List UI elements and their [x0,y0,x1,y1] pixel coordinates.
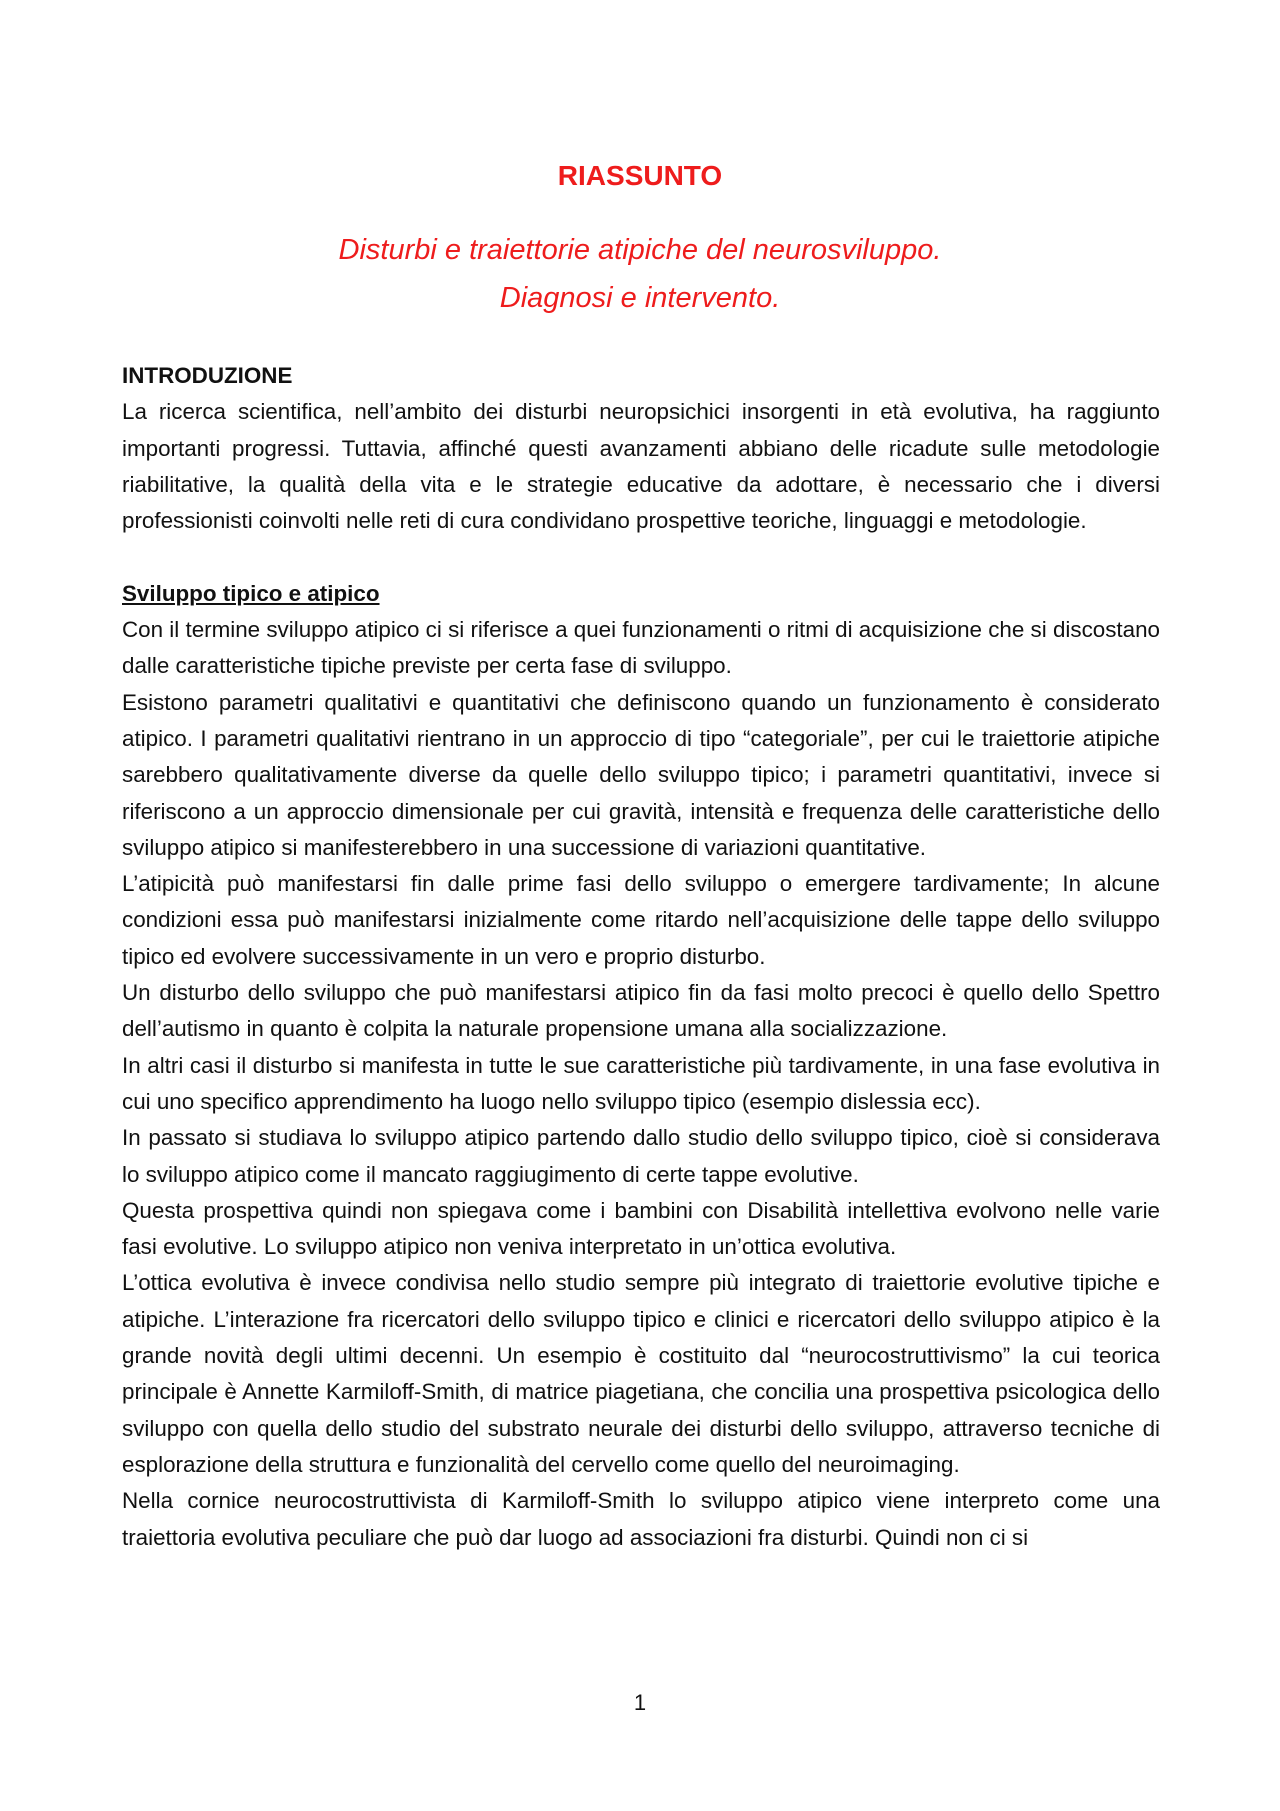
paragraph: Un disturbo dello sviluppo che può manifestarsi atipico fin da fasi molto precoci è quello dello Spettro dell’autismo in quanto è colpita la naturale propensione umana alla socializzazione. [122,980,1160,1042]
paragraph: Nella cornice neurocostruttivista di Karmiloff-Smith lo sviluppo atipico viene interpreto come una traiettoria evolutiva peculiare che può dar luogo ad associazioni fra disturbi. Quindi non ci si [122,1488,1160,1550]
paragraph: L’ottica evolutiva è invece condivisa nello studio sempre più integrato di traiettorie evolutive tipiche e atipiche. L’interazione fra ricercatori dello sviluppo tipico e clinici e ricercatori dello sviluppo atipico è la grande novità degli ultimi decenni. Un esempio è costituito dal “neurocostruttivismo” la cui teorica principale è Annette Karmiloff-Smith, di matrice piagetiana, che concilia una prospettiva psicologica dello sviluppo con quella dello studio del substrato neurale dei disturbi dello sviluppo, attraverso tecniche di esplorazione della struttura e funzionalità del cervello come quello del neuroimaging. [122,1270,1160,1477]
paragraph-spacer [122,539,1160,575]
intro-heading: INTRODUZIONE [122,363,293,388]
section-heading: Sviluppo tipico e atipico [122,580,380,606]
paragraph: Esistono parametri qualitativi e quantitativi che definiscono quando un funzionamento è considerato atipico. I parametri qualitativi rientrano in un approccio di tipo “categoriale”, per cui le traiettorie atipiche sarebbero qualitativamente diverse da quelle dello sviluppo tipico; i parametri quantitativi, invece si riferiscono a un approccio dimensionale per cui gravità, intensità e frequenza delle caratteristiche dello sviluppo atipico si manifesterebbero in una successione di variazioni quantitative. [122,689,1160,860]
paragraph: In altri casi il disturbo si manifesta in tutte le sue caratteristiche più tardivamente, in una fase evolutiva in cui uno specifico apprendimento ha luogo nello sviluppo tipico (esempio dislessia ecc). [122,1052,1160,1114]
intro-paragraph: La ricerca scientifica, nell’ambito dei disturbi neuropsichici insorgenti in età evolutiva, ha raggiunto importanti progressi. Tuttavia, affinché questi avanzamenti abbiano delle ricadute sulle metodologie riabilitative, la qualità della vita e le strategie educative da adottare, è necessario che i diversi professionisti coinvolti nelle reti di cura condividano prospettive teoriche, linguaggi e metodologie. [122,399,1160,534]
paragraph: Con il termine sviluppo atipico ci si riferisce a quei funzionamenti o ritmi di acquisizione che si discostano dalle caratteristiche tipiche previste per certa fase di sviluppo. [122,617,1160,679]
document-subtitle [0,226,1280,322]
document-body [122,358,1160,1556]
section-heading-wrapper [122,576,1160,612]
subtitle-line-2: Diagnosi e intervento. [499,282,781,314]
paragraph: L’atipicità può manifestarsi fin dalle prime fasi dello sviluppo o emergere tardivamente; In alcune condizioni essa può manifestarsi inizialmente come ritardo nell’acquisizione delle tappe dello sviluppo tipico ed evolvere successivamente in un vero e proprio disturbo. [122,871,1160,969]
subtitle-line-1: Disturbi e traiettorie atipiche del neurosviluppo. [338,234,942,266]
page-number: 1 [633,1690,647,1715]
document-title: RIASSUNTO [557,160,723,191]
paragraph: In passato si studiava lo sviluppo atipico partendo dallo studio dello sviluppo tipico, cioè si considerava lo sviluppo atipico come il mancato raggiugimento di certe tappe evolutive. [122,1125,1160,1187]
paragraph: Questa prospettiva quindi non spiegava come i bambini con Disabilità intellettiva evolvono nelle varie fasi evolutive. Lo sviluppo atipico non veniva interpretato in un’ottica evolutiva. [122,1197,1160,1260]
